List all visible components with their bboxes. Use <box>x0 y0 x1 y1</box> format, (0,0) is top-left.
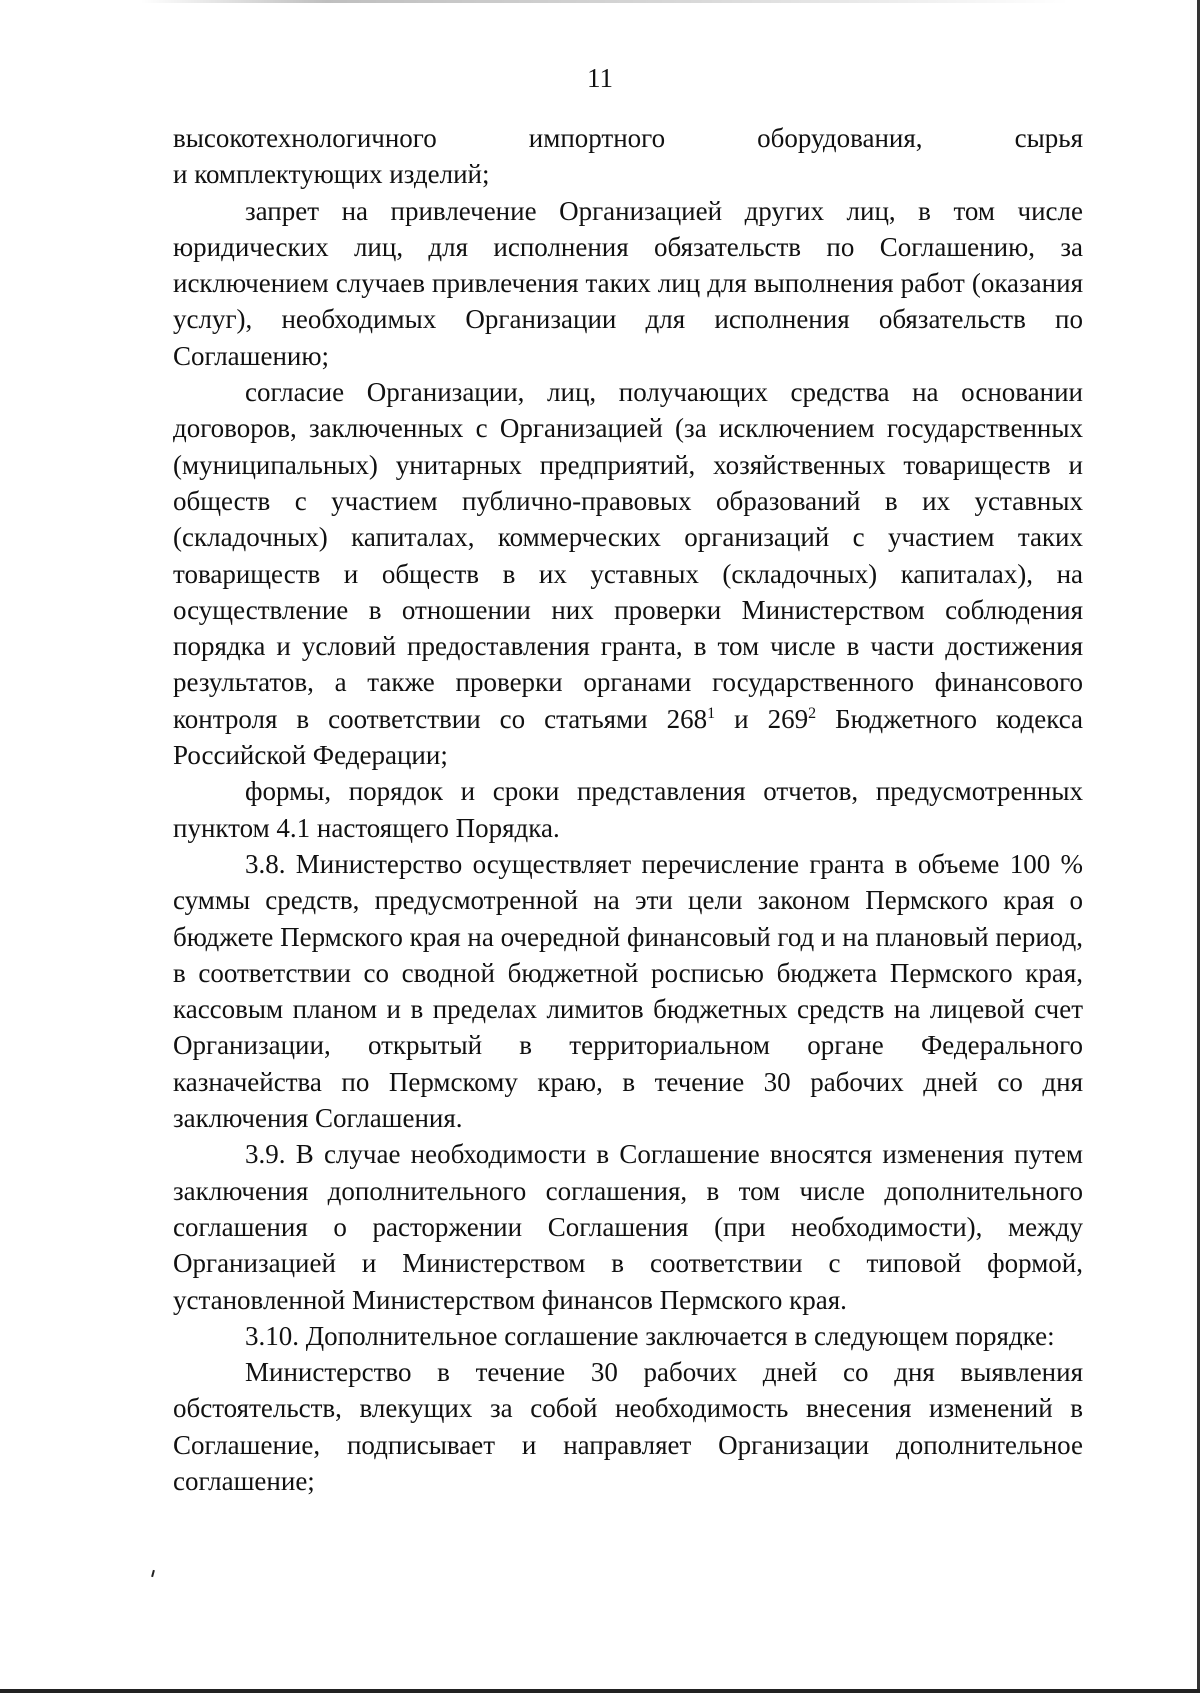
paragraph-continuation <box>173 120 1083 193</box>
paragraph-prohibition: запрет на привлечение Организацией других лиц, в том числе юридических лиц, для исполнения обязательств по Соглашению, за исключением случаев привлечения таких лиц для выполнения работ (оказания услуг), необходимых Организации для исполнения обязательств по Соглашению; <box>173 195 1083 371</box>
paragraph-3-8: 3.8. Министерство осуществляет перечисление гранта в объеме 100 % суммы средств, предусмотренной на эти цели законом Пермского края о бюджете Пермского края на очередной финансовый год и на плановый период, в соответствии со сводной бюджетной росписью бюджета Пермского края, кассовым планом и в пределах лимитов бюджетных средств на лицевой счет Организации, открытый в территориальном органе Федерального казначейства по Пермскому краю, в течение 30 рабочих дней со дня заключения Соглашения. <box>173 848 1083 1134</box>
page-number: 11 <box>587 63 613 93</box>
justified-line: высокотехнологичного импортного оборудования, сырья <box>173 123 1083 153</box>
paragraph-ministry-procedure: Министерство в течение 30 рабочих дней со дня выявления обстоятельств, влекущих за собой необходимость внесения изменений в Соглашение, подписывает и направляет Организации дополнительное соглашение; <box>173 1357 1083 1496</box>
paragraph-consent <box>173 374 1083 773</box>
scan-edge-top <box>140 0 1070 3</box>
scan-speck <box>151 1570 155 1577</box>
scan-edge-bottom <box>0 1689 1200 1693</box>
superscript: 1 <box>707 704 716 722</box>
paragraph-text: согласие Организации, лиц, получающих средства на основании договоров, заключенных с Организацией (за исключением государственных (муниципальных) унитарных предприятий, хозяйственных товариществ и обществ с участием публично-правовых образований в их уставных (складочных) капиталах, коммерческих организаций с участием таких товариществ и обществ в их уставных (складочных) капиталах), на осуществление в отношении них проверки Министерством соблюдения порядка и условий предоставления гранта, в том числе в части достижения результатов, а также проверки органами государственного финансового контроля в соответствии со статьями 268 <box>173 377 1083 734</box>
superscript: 2 <box>808 704 817 722</box>
paragraph-text: и 269 <box>715 703 809 734</box>
document-body <box>173 120 1083 1499</box>
paragraph-text: Бюджетного кодекса Российской Федерации; <box>173 703 1083 771</box>
paragraph-3-10: 3.10. Дополнительное соглашение заключается в следующем порядке: <box>245 1320 1055 1351</box>
paragraph-3-9: 3.9. В случае необходимости в Соглашение вносятся изменения путем заключения дополнительного соглашения, в том числе дополнительного соглашения о расторжении Соглашения (при необходимости), между Организацией и Министерством в соответствии с типовой формой, установленной Министерством финансов Пермского края. <box>173 1139 1083 1315</box>
paragraph-text: и комплектующих изделий; <box>173 159 490 190</box>
paragraph-reports: формы, порядок и сроки представления отчетов, предусмотренных пунктом 4.1 настоящего Порядка. <box>173 776 1083 843</box>
